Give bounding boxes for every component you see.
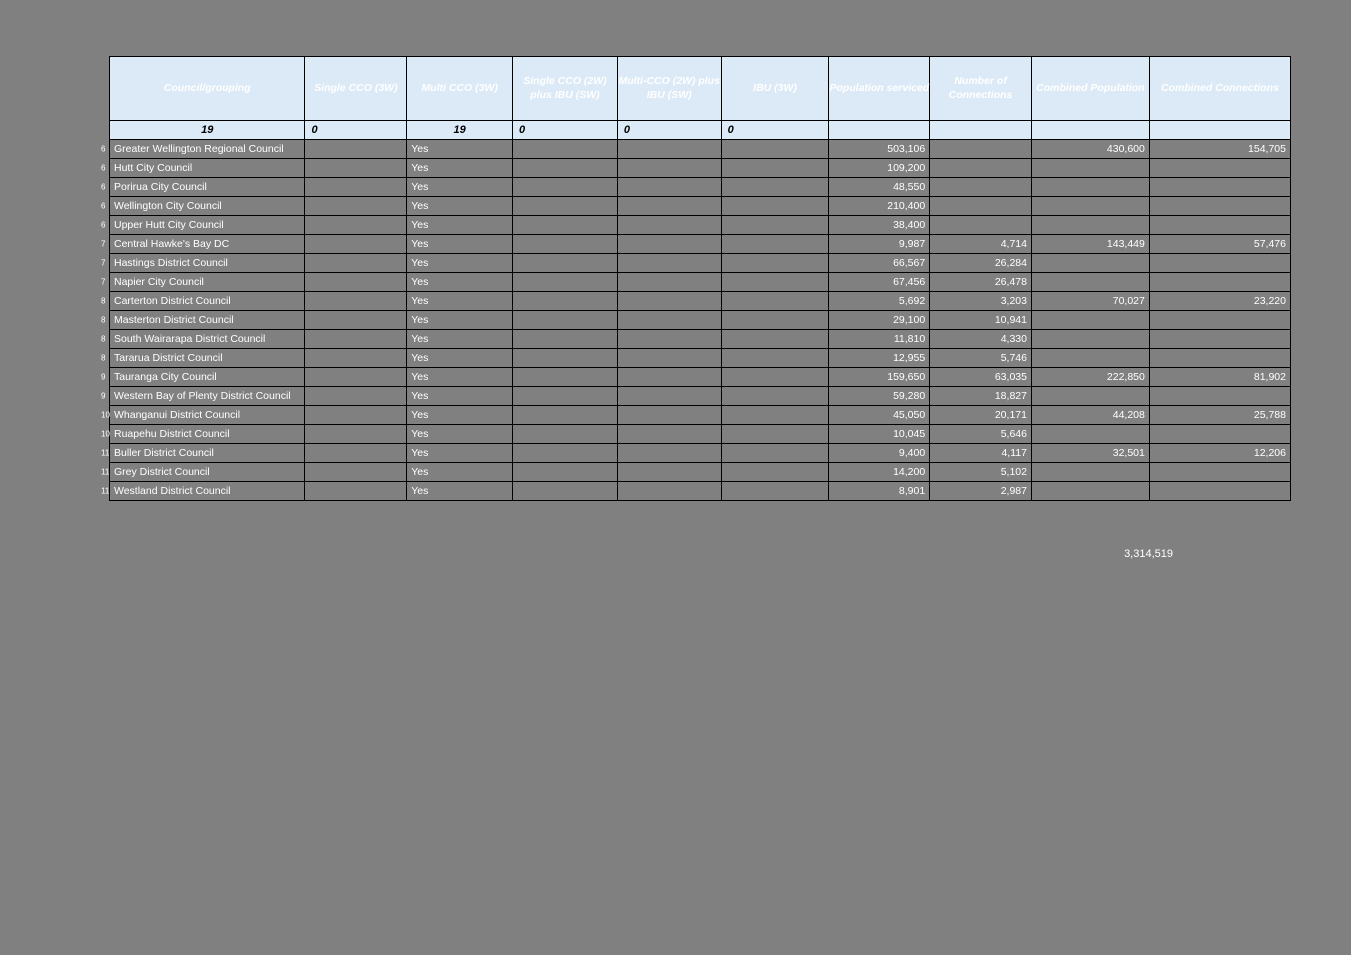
cell-single-cco-3w [305,406,407,425]
table-header-row [110,57,1291,121]
council-name: Napier City Council [114,275,204,288]
row-number: 7 [101,258,106,268]
cell-council-grouping [101,463,305,482]
cell-number-of-connections: 63,035 [930,368,1032,387]
cell-single-cco-3w [305,482,407,501]
count-population-serviced [829,121,930,140]
row-number: 6 [101,182,106,192]
cell-population-serviced: 10,045 [829,425,930,444]
cell-combined-connections [1149,387,1290,406]
council-grouping-table [101,56,1291,501]
cell-ibu-3w [721,330,829,349]
cell-single-cco-2w-plus-ibu-sw [513,273,618,292]
cell-multi-cco-2w-plus-ibu-sw [617,387,721,406]
cell-combined-population [1031,425,1149,444]
council-name: Upper Hutt City Council [114,218,224,231]
cell-council-grouping [101,330,305,349]
cell-population-serviced: 66,567 [829,254,930,273]
cell-combined-connections: 25,788 [1149,406,1290,425]
cell-council-grouping [101,368,305,387]
cell-single-cco-3w [305,178,407,197]
cell-multi-cco-2w-plus-ibu-sw [617,140,721,159]
row-number: 8 [101,353,106,363]
cell-single-cco-2w-plus-ibu-sw [513,330,618,349]
cell-population-serviced: 59,280 [829,387,930,406]
cell-single-cco-2w-plus-ibu-sw [513,463,618,482]
cell-council-grouping [101,387,305,406]
cell-multi-cco-3w: Yes [407,425,513,444]
count-number-of-connections [930,121,1032,140]
cell-multi-cco-3w: Yes [407,330,513,349]
cell-ibu-3w [721,292,829,311]
cell-population-serviced: 109,200 [829,159,930,178]
cell-multi-cco-3w: Yes [407,368,513,387]
cell-single-cco-3w [305,140,407,159]
cell-ibu-3w [721,425,829,444]
cell-multi-cco-2w-plus-ibu-sw [617,425,721,444]
cell-combined-connections: 23,220 [1149,292,1290,311]
row-number: 11 [101,486,110,496]
column-header-combined-connections: Combined Connections [1149,57,1290,121]
column-header-ibu-3w: IBU (3W) [721,57,829,121]
cell-ibu-3w [721,406,829,425]
cell-combined-population: 70,027 [1031,292,1149,311]
council-name: Westland District Council [114,484,231,497]
cell-single-cco-2w-plus-ibu-sw [513,178,618,197]
cell-combined-population: 430,600 [1031,140,1149,159]
cell-multi-cco-3w: Yes [407,216,513,235]
cell-single-cco-3w [305,235,407,254]
count-combined-connections [1149,121,1290,140]
cell-combined-population [1031,178,1149,197]
cell-population-serviced: 9,400 [829,444,930,463]
cell-population-serviced: 48,550 [829,178,930,197]
cell-combined-population [1031,216,1149,235]
cell-population-serviced: 67,456 [829,273,930,292]
cell-council-grouping [101,349,305,368]
cell-council-grouping [101,159,305,178]
cell-single-cco-3w [305,159,407,178]
table-row [110,482,1291,501]
cell-number-of-connections [930,178,1032,197]
cell-single-cco-2w-plus-ibu-sw [513,387,618,406]
cell-multi-cco-3w: Yes [407,254,513,273]
cell-multi-cco-3w: Yes [407,387,513,406]
cell-multi-cco-2w-plus-ibu-sw [617,254,721,273]
cell-population-serviced: 5,692 [829,292,930,311]
cell-combined-population [1031,349,1149,368]
column-header-number-of-connections: Number of Connections [930,57,1032,121]
grand-total-value: 3,314,519 [1124,548,1173,560]
cell-single-cco-2w-plus-ibu-sw [513,292,618,311]
cell-multi-cco-2w-plus-ibu-sw [617,463,721,482]
cell-ibu-3w [721,197,829,216]
cell-combined-connections: 12,206 [1149,444,1290,463]
cell-single-cco-2w-plus-ibu-sw [513,349,618,368]
cell-single-cco-2w-plus-ibu-sw [513,444,618,463]
cell-multi-cco-3w: Yes [407,292,513,311]
count-multi-cco-3w: 19 [407,121,513,140]
council-name: Hastings District Council [114,256,228,269]
cell-combined-connections [1149,216,1290,235]
cell-single-cco-3w [305,387,407,406]
cell-ibu-3w [721,387,829,406]
cell-multi-cco-2w-plus-ibu-sw [617,349,721,368]
cell-number-of-connections: 3,203 [930,292,1032,311]
cell-multi-cco-3w: Yes [407,140,513,159]
cell-population-serviced: 14,200 [829,463,930,482]
table-row [110,349,1291,368]
cell-combined-connections [1149,349,1290,368]
table-row [110,216,1291,235]
row-number: 6 [101,220,106,230]
cell-population-serviced: 210,400 [829,197,930,216]
cell-council-grouping [101,273,305,292]
cell-combined-connections [1149,463,1290,482]
cell-number-of-connections: 26,284 [930,254,1032,273]
cell-single-cco-2w-plus-ibu-sw [513,482,618,501]
table-row [110,140,1291,159]
cell-council-grouping [101,235,305,254]
table-row [110,425,1291,444]
cell-single-cco-2w-plus-ibu-sw [513,235,618,254]
row-number: 8 [101,315,106,325]
row-number: 6 [101,144,106,154]
row-number: 11 [101,467,110,477]
cell-ibu-3w [721,235,829,254]
cell-single-cco-3w [305,368,407,387]
cell-combined-population: 143,449 [1031,235,1149,254]
table-row [110,330,1291,349]
council-name: South Wairarapa District Council [114,332,266,345]
cell-multi-cco-2w-plus-ibu-sw [617,368,721,387]
council-name: Buller District Council [114,446,214,459]
cell-ibu-3w [721,368,829,387]
count-combined-population [1031,121,1149,140]
count-ibu-3w: 0 [721,121,829,140]
council-grouping-table-wrapper [101,56,1291,501]
cell-number-of-connections: 26,478 [930,273,1032,292]
cell-council-grouping [101,178,305,197]
column-header-multi-cco-3w: Multi CCO (3W) [407,57,513,121]
council-name: Greater Wellington Regional Council [114,142,284,155]
cell-population-serviced: 45,050 [829,406,930,425]
cell-population-serviced: 29,100 [829,311,930,330]
cell-multi-cco-3w: Yes [407,463,513,482]
cell-combined-population: 44,208 [1031,406,1149,425]
table-row [110,159,1291,178]
cell-single-cco-2w-plus-ibu-sw [513,140,618,159]
cell-single-cco-3w [305,197,407,216]
count-multi-cco-2w-plus-ibu-sw: 0 [617,121,721,140]
cell-ibu-3w [721,444,829,463]
cell-single-cco-2w-plus-ibu-sw [513,406,618,425]
cell-combined-connections [1149,425,1290,444]
cell-multi-cco-2w-plus-ibu-sw [617,311,721,330]
cell-population-serviced: 12,955 [829,349,930,368]
row-number: 9 [101,391,106,401]
cell-multi-cco-2w-plus-ibu-sw [617,273,721,292]
table-row [110,197,1291,216]
cell-council-grouping [101,482,305,501]
cell-single-cco-2w-plus-ibu-sw [513,425,618,444]
cell-combined-population [1031,387,1149,406]
table-row [110,178,1291,197]
cell-combined-connections [1149,273,1290,292]
row-number: 8 [101,296,106,306]
cell-multi-cco-3w: Yes [407,311,513,330]
cell-council-grouping [101,406,305,425]
cell-council-grouping [101,311,305,330]
cell-combined-population [1031,463,1149,482]
cell-population-serviced: 8,901 [829,482,930,501]
cell-combined-connections [1149,159,1290,178]
cell-number-of-connections: 5,102 [930,463,1032,482]
cell-single-cco-3w [305,292,407,311]
cell-number-of-connections [930,216,1032,235]
cell-population-serviced: 503,106 [829,140,930,159]
count-single-cco-2w-plus-ibu-sw: 0 [513,121,618,140]
cell-single-cco-2w-plus-ibu-sw [513,254,618,273]
column-header-population-serviced: Population serviced [829,57,930,121]
cell-council-grouping [101,254,305,273]
cell-number-of-connections: 5,646 [930,425,1032,444]
cell-number-of-connections [930,140,1032,159]
cell-multi-cco-3w: Yes [407,444,513,463]
column-header-council-grouping: Council/grouping [110,57,305,121]
council-name: Tararua District Council [114,351,223,364]
cell-combined-connections [1149,197,1290,216]
cell-single-cco-2w-plus-ibu-sw [513,216,618,235]
table-row [110,444,1291,463]
cell-combined-connections: 57,476 [1149,235,1290,254]
cell-council-grouping [101,425,305,444]
cell-ibu-3w [721,273,829,292]
cell-multi-cco-3w: Yes [407,197,513,216]
count-single-cco-3w: 0 [305,121,407,140]
cell-council-grouping [101,444,305,463]
cell-single-cco-3w [305,425,407,444]
cell-council-grouping [101,140,305,159]
cell-ibu-3w [721,178,829,197]
table-count-row [110,121,1291,140]
council-name: Western Bay of Plenty District Council [114,389,291,402]
cell-number-of-connections: 4,330 [930,330,1032,349]
cell-combined-population [1031,197,1149,216]
cell-multi-cco-3w: Yes [407,178,513,197]
column-header-single-cco-2w-plus-ibu-sw: Single CCO (2W) plus IBU (SW) [513,57,618,121]
cell-single-cco-2w-plus-ibu-sw [513,197,618,216]
cell-single-cco-3w [305,330,407,349]
cell-single-cco-3w [305,273,407,292]
council-name: Whanganui District Council [114,408,241,421]
cell-multi-cco-2w-plus-ibu-sw [617,444,721,463]
cell-ibu-3w [721,311,829,330]
cell-single-cco-2w-plus-ibu-sw [513,368,618,387]
table-header [110,57,1291,140]
cell-ibu-3w [721,482,829,501]
cell-multi-cco-2w-plus-ibu-sw [617,292,721,311]
row-number: 6 [101,163,106,173]
row-number: 8 [101,334,106,344]
cell-ibu-3w [721,349,829,368]
table-row [110,406,1291,425]
cell-single-cco-3w [305,311,407,330]
council-name: Carterton District Council [114,294,231,307]
cell-number-of-connections [930,159,1032,178]
cell-number-of-connections: 10,941 [930,311,1032,330]
cell-combined-population: 32,501 [1031,444,1149,463]
table-row [110,368,1291,387]
council-name: Hutt City Council [114,161,193,174]
cell-multi-cco-2w-plus-ibu-sw [617,216,721,235]
table-row [110,292,1291,311]
cell-single-cco-3w [305,349,407,368]
cell-combined-connections: 154,705 [1149,140,1290,159]
row-number: 10 [101,429,110,439]
cell-number-of-connections: 4,714 [930,235,1032,254]
council-name: Porirua City Council [114,180,207,193]
row-number: 11 [101,448,110,458]
cell-combined-population [1031,482,1149,501]
cell-number-of-connections: 18,827 [930,387,1032,406]
cell-population-serviced: 159,650 [829,368,930,387]
column-header-multi-cco-2w-plus-ibu-sw: Multi-CCO (2W) plus IBU (SW) [617,57,721,121]
cell-population-serviced: 9,987 [829,235,930,254]
cell-population-serviced: 38,400 [829,216,930,235]
column-header-single-cco-3w: Single CCO (3W) [305,57,407,121]
cell-ibu-3w [721,140,829,159]
cell-multi-cco-2w-plus-ibu-sw [617,482,721,501]
cell-multi-cco-3w: Yes [407,235,513,254]
cell-single-cco-2w-plus-ibu-sw [513,159,618,178]
cell-multi-cco-3w: Yes [407,482,513,501]
cell-single-cco-2w-plus-ibu-sw [513,311,618,330]
cell-multi-cco-2w-plus-ibu-sw [617,197,721,216]
cell-multi-cco-2w-plus-ibu-sw [617,159,721,178]
cell-multi-cco-3w: Yes [407,159,513,178]
cell-combined-connections [1149,178,1290,197]
cell-combined-population [1031,254,1149,273]
cell-combined-population [1031,159,1149,178]
cell-multi-cco-2w-plus-ibu-sw [617,178,721,197]
cell-combined-connections [1149,330,1290,349]
cell-multi-cco-3w: Yes [407,406,513,425]
cell-single-cco-3w [305,444,407,463]
cell-number-of-connections: 4,117 [930,444,1032,463]
cell-multi-cco-3w: Yes [407,349,513,368]
table-row [110,311,1291,330]
row-number: 6 [101,201,106,211]
count-council-grouping: 19 [110,121,305,140]
cell-combined-population: 222,850 [1031,368,1149,387]
cell-council-grouping [101,216,305,235]
cell-single-cco-3w [305,216,407,235]
cell-ibu-3w [721,463,829,482]
cell-combined-connections [1149,254,1290,273]
cell-ibu-3w [721,254,829,273]
cell-combined-connections [1149,482,1290,501]
council-name: Masterton District Council [114,313,234,326]
row-number: 9 [101,372,106,382]
table-row [110,273,1291,292]
cell-combined-population [1031,330,1149,349]
table-row [110,387,1291,406]
table-row [110,254,1291,273]
council-name: Ruapehu District Council [114,427,230,440]
cell-multi-cco-3w: Yes [407,273,513,292]
council-name: Tauranga City Council [114,370,217,383]
cell-multi-cco-2w-plus-ibu-sw [617,330,721,349]
cell-combined-connections: 81,902 [1149,368,1290,387]
cell-number-of-connections: 20,171 [930,406,1032,425]
cell-ibu-3w [721,159,829,178]
column-header-combined-population: Combined Population [1031,57,1149,121]
cell-number-of-connections [930,197,1032,216]
cell-combined-population [1031,273,1149,292]
council-name: Wellington City Council [114,199,222,212]
cell-ibu-3w [721,216,829,235]
cell-combined-population [1031,311,1149,330]
table-body [101,140,1291,501]
row-number: 10 [101,410,110,420]
table-row [110,463,1291,482]
council-name: Central Hawke's Bay DC [114,237,230,250]
cell-population-serviced: 11,810 [829,330,930,349]
cell-single-cco-3w [305,254,407,273]
table-row [110,235,1291,254]
cell-number-of-connections: 2,987 [930,482,1032,501]
cell-council-grouping [101,197,305,216]
cell-multi-cco-2w-plus-ibu-sw [617,235,721,254]
cell-single-cco-3w [305,463,407,482]
council-name: Grey District Council [114,465,210,478]
row-number: 7 [101,277,106,287]
cell-number-of-connections: 5,746 [930,349,1032,368]
row-number: 7 [101,239,106,249]
cell-combined-connections [1149,311,1290,330]
cell-multi-cco-2w-plus-ibu-sw [617,406,721,425]
cell-council-grouping [101,292,305,311]
